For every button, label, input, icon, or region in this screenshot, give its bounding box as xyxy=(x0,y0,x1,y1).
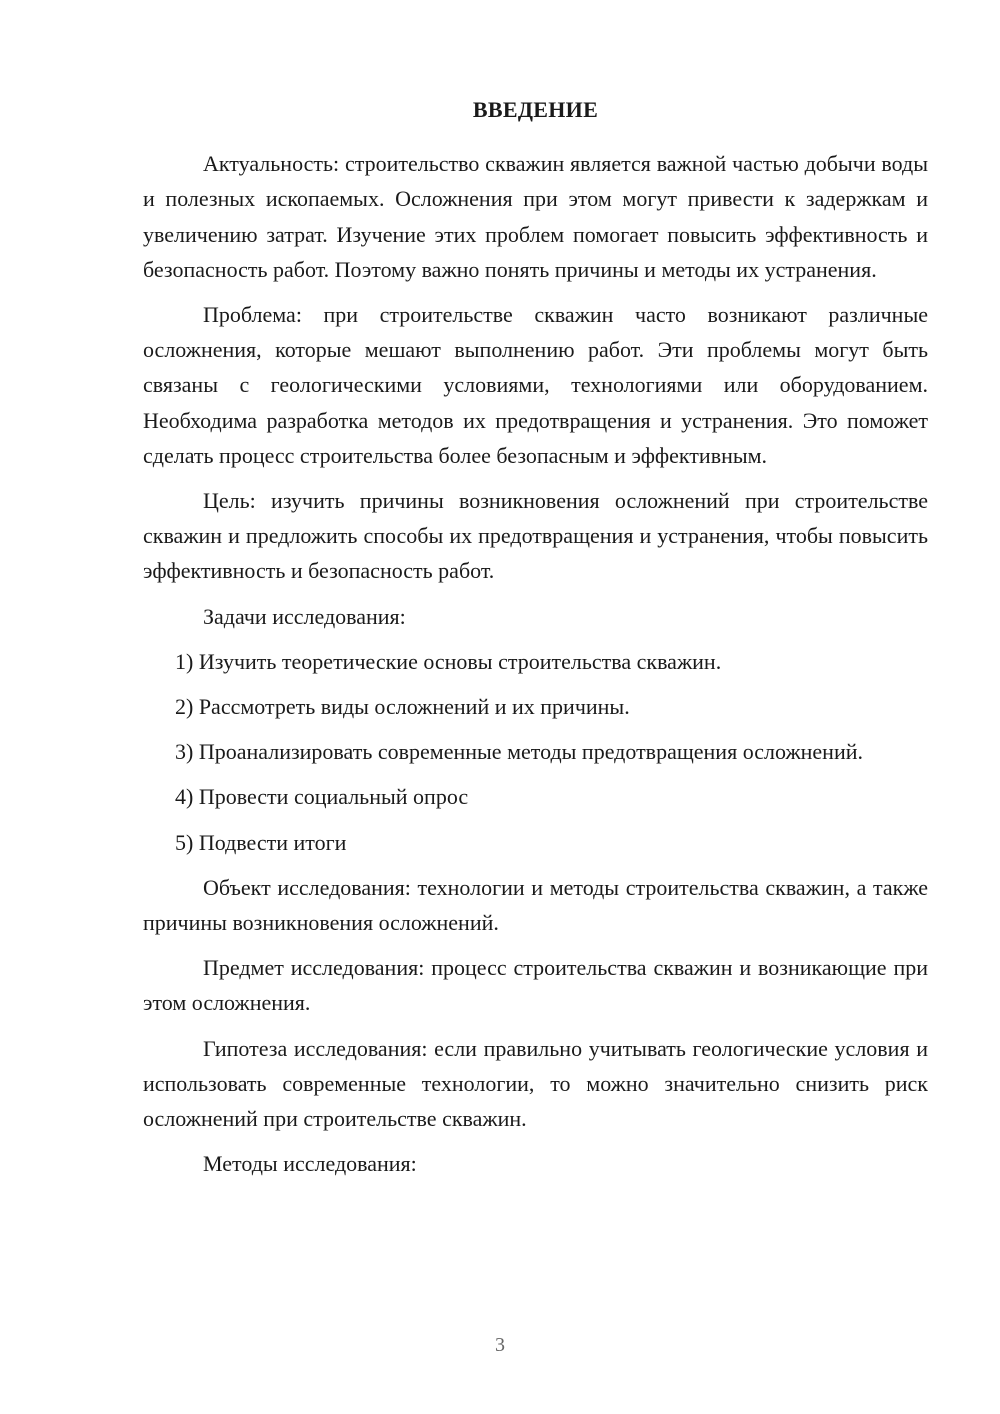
page-number: 3 xyxy=(495,1334,505,1356)
paragraph-hypothesis: Гипотеза исследования: если правильно учитывать геологические условия и использовать современные технологии, то можно значительно снизить риск осложнений при строительстве скважин. xyxy=(143,1035,928,1132)
page-title: ВВЕДЕНИЕ xyxy=(472,97,599,122)
task-item: 5) Подвести итоги xyxy=(175,829,347,855)
task-item: 2) Рассмотреть виды осложнений и их причины. xyxy=(175,694,630,720)
paragraph-methods-heading: Методы исследования: xyxy=(203,1151,417,1177)
task-item: 4) Провести социальный опрос xyxy=(175,784,469,810)
paragraph-relevance: Актуальность: строительство скважин является важной частью добычи воды и полезных ископаемых. Осложнения при этом могут привести к задержкам и увеличению затрат. Изучение этих проблем помогает повысить эффективность и безопасность работ. Поэтому важно понять причины и методы их устранения. xyxy=(143,151,928,282)
paragraph-object: Объект исследования: технологии и методы строительства скважин, а также причины возникновения осложнений. xyxy=(143,874,928,936)
page-content xyxy=(143,92,928,1191)
paragraph-tasks-heading: Задачи исследования: xyxy=(203,603,406,629)
task-item: 1) Изучить теоретические основы строительства скважин. xyxy=(175,648,722,674)
task-item: 3) Проанализировать современные методы предотвращения осложнений. xyxy=(175,739,864,765)
paragraph-goal: Цель: изучить причины возникновения осложнений при строительстве скважин и предложить способы их предотвращения и устранения, чтобы повысить эффективность и безопасность работ. xyxy=(143,488,928,584)
paragraph-problem: Проблема: при строительстве скважин часто возникают различные осложнения, которые мешают выполнению работ. Эти проблемы могут быть связаны с геологическими условиями, технологиями или оборудованием. Необходима разработка методов их предотвращения и устранения. Это поможет сделать процесс строительства более безопасным и эффективным. xyxy=(143,302,928,468)
paragraph-subject: Предмет исследования: процесс строительства скважин и возникающие при этом осложнения. xyxy=(143,955,928,1016)
